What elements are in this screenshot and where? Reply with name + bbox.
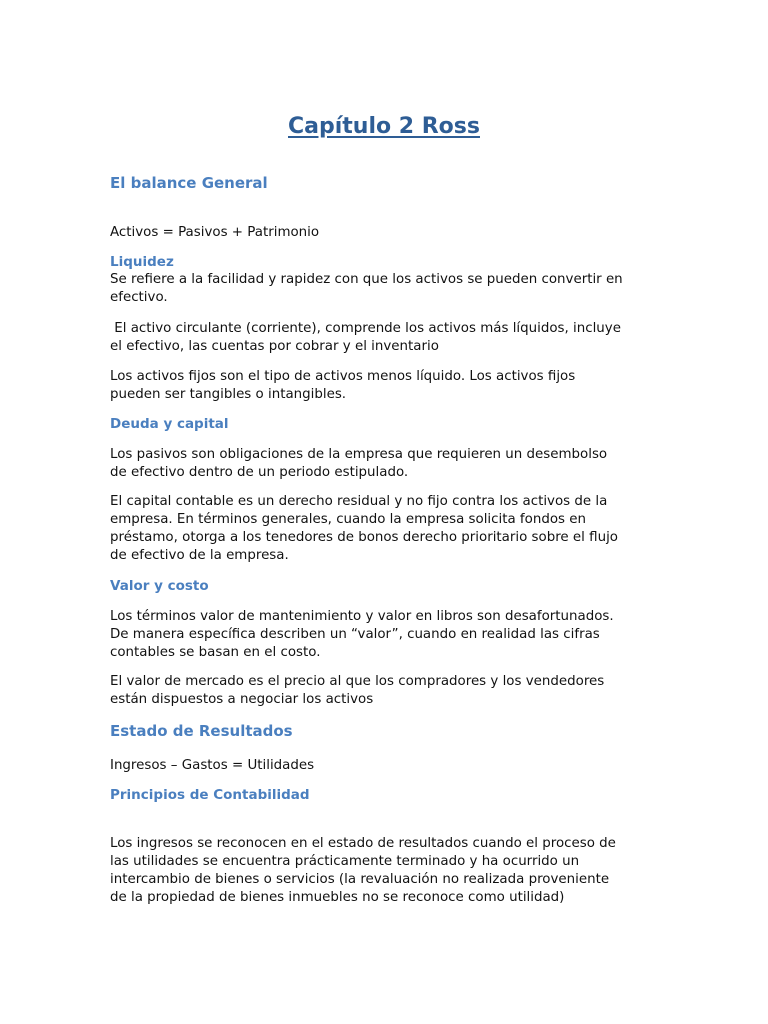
page-title: Capítulo 2 Ross bbox=[288, 114, 480, 139]
paragraph-pasivos: Los pasivos son obligaciones de la empresa que requieren un desembolso de efectivo dentro de un periodo estipulado. bbox=[110, 447, 608, 480]
balance-formula: Activos = Pasivos + Patrimonio bbox=[110, 225, 320, 240]
heading-valor-costo: Valor y costo bbox=[110, 578, 209, 594]
heading-estado-resultados: Estado de Resultados bbox=[110, 722, 293, 740]
heading-principios-contabilidad: Principios de Contabilidad bbox=[110, 787, 310, 803]
paragraph-valor-libros: Los términos valor de mantenimiento y valor en libros son desafortunados. De manera específica describen un “valor”, cuando en realidad las cifras contables se basan en el costo. bbox=[110, 609, 614, 660]
paragraph-activos-fijos: Los activos fijos son el tipo de activos menos líquido. Los activos fijos pueden ser tangibles o intangibles. bbox=[110, 369, 576, 402]
paragraph-valor-mercado: El valor de mercado es el precio al que los compradores y los vendedores están dispuestos a negociar los activos bbox=[110, 674, 605, 707]
heading-liquidez: Liquidez bbox=[110, 254, 174, 270]
paragraph-activo-circulante: El activo circulante (corriente), comprende los activos más líquidos, incluye el efectivo, las cuentas por cobrar y el inventario bbox=[110, 321, 621, 354]
paragraph-liquidez-definition: Se refiere a la facilidad y rapidez con que los activos se pueden convertir en efectivo. bbox=[110, 272, 623, 305]
resultados-formula: Ingresos – Gastos = Utilidades bbox=[110, 758, 315, 773]
paragraph-capital-contable: El capital contable es un derecho residual y no fijo contra los activos de la empresa. En términos generales, cuando la empresa solicita fondos en préstamo, otorga a los tenedores de bonos derecho prioritario sobre el flujo de efectivo de la empresa. bbox=[110, 494, 618, 563]
heading-balance-general: El balance General bbox=[110, 174, 268, 192]
heading-deuda-capital: Deuda y capital bbox=[110, 416, 229, 432]
paragraph-reconocimiento-ingresos: Los ingresos se reconocen en el estado de resultados cuando el proceso de las utilidades se encuentra prácticamente terminado y ha ocurrido un intercambio de bienes o servicios (la revaluación no realizada proveniente de la propiedad de bienes inmuebles no se reconoce como utilidad) bbox=[110, 836, 616, 905]
